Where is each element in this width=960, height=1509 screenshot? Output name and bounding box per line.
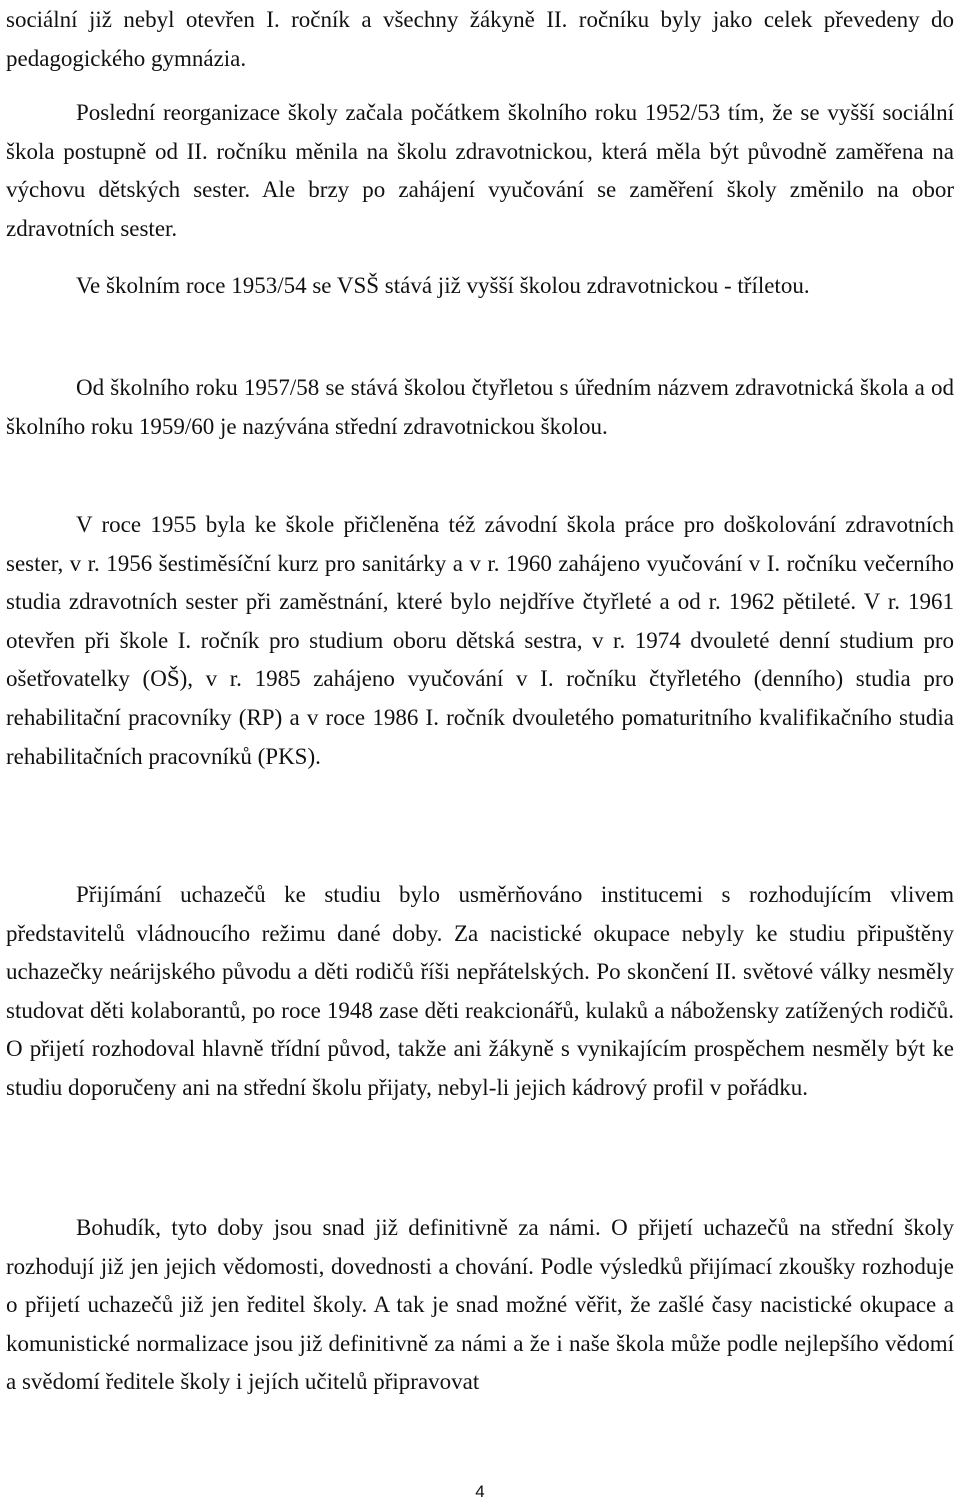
paragraph-1953-54: Ve školním roce 1953/54 se VSŠ stává již vyšší školou zdravotnickou - tříletou. [76,273,810,298]
page-number: 4 [475,1482,485,1501]
paragraph-admissions-today: Bohudík, tyto doby jsou snad již definitivně za námi. O přijetí uchazečů na střední školy rozhodují již jen jejich vědomosti, dovednosti a chování. Podle výsledků přijímací zkoušky rozhoduje o přijetí uchazečů již jen ředitel školy. A tak je snad možné věřit, že zašlé časy nacistické okupace a komunistické normalizace jsou již definitivně za námi a že i naše škola může podle nejlepšího vědomí a svědomí ředitele školy i jejích učitelů připravovat [6,1215,954,1395]
paragraph-reorganization: Poslední reorganizace školy začala počátkem školního roku 1952/53 tím, že se vyšší sociální škola postupně od II. ročníku měnila na školu zdravotnickou, která měla být původně zaměřena na výchovu dětských sester. Ale brzy po zahájení vyučování se zaměření školy změnilo na obor zdravotních sester. [6,100,954,241]
paragraph-1957-58: Od školního roku 1957/58 se stává školou čtyřletou s úředním názvem zdravotnická škola a od školního roku 1959/60 je nazývána střední zdravotnickou školou. [6,375,954,439]
paragraph-admissions-history: Přijímání uchazečů ke studiu bylo usměrňováno institucemi s rozhodujícím vlivem představitelů vládnoucího režimu dané doby. Za nacistické okupace nebyly ke studiu připuštěny uchazečky neárijského původu a děti rodičů říši nepřátelských. Po skončení II. světové války nesměly studovat děti kolaborantů, po roce 1948 zase děti reakcionářů, kulaků a nábožensky zatížených rodičů. O přijetí rozhodoval hlavně třídní původ, takže ani žákyně s vynikajícím prospěchem nesměly být ke studiu doporučeny ani na střední školu přijaty, nebyl-li jejich kádrový profil v pořádku. [6,882,954,1100]
paragraph-school-transfer: sociální již nebyl otevřen I. ročník a všechny žákyně II. ročníku byly jako celek převedeny do pedagogického gymnázia. [6,7,954,71]
paragraph-1955-courses: V roce 1955 byla ke škole přičleněna též závodní škola práce pro doškolování zdravotních sester, v r. 1956 šestiměsíční kurz pro sanitárky a v r. 1960 zahájeno vyučování v I. ročníku večerního studia zdravotních sester při zaměstnání, které bylo nejdříve čtyřleté a od r. 1962 pětileté. V r. 1961 otevřen při škole I. ročník pro studium oboru dětská sestra, v r. 1974 dvouleté denní studium pro ošetřovatelky (OŠ), v r. 1985 zahájeno vyučování v I. ročníku čtyřletého (denního) studia pro rehabilitační pracovníky (RP) a v roce 1986 I. ročník dvouletého pomaturitního kvalifikačního studia rehabilitačních pracovníků (PKS). [6,512,954,769]
